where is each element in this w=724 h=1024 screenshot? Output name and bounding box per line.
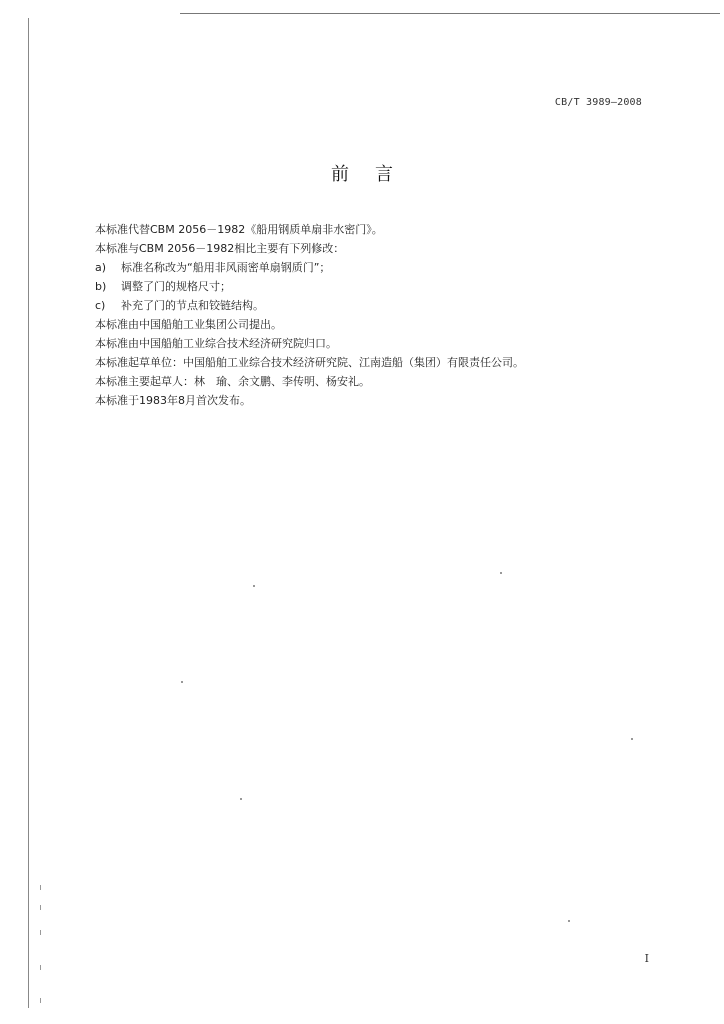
scan-speck <box>568 920 570 922</box>
managed-by: 本标准由中国船舶工业综合技术经济研究院归口。 <box>95 337 337 350</box>
foreword-body <box>95 220 655 410</box>
standard-code: CB/T 3989—2008 <box>554 97 642 108</box>
change-marker: c) <box>95 299 106 312</box>
scan-speck <box>240 798 242 800</box>
drafters: 本标准主要起草人：林 瑜、余文鹏、李传明、杨安礼。 <box>95 375 370 388</box>
scan-speck <box>253 585 255 587</box>
first-issued: 本标准于1983年8月首次发布。 <box>95 394 251 407</box>
changes-intro: 本标准与CBM 2056－1982相比主要有下列修改： <box>95 242 345 255</box>
scan-mark <box>40 930 41 935</box>
change-marker: b) <box>95 280 107 293</box>
scan-mark <box>40 905 41 910</box>
change-item <box>95 277 655 296</box>
scan-mark <box>40 998 41 1003</box>
change-text: 标准名称改为“船用非风雨密单扇钢质门”； <box>121 261 331 274</box>
replaces-statement: 本标准代替CBM 2056－1982《船用钢质单扇非水密门》。 <box>95 223 383 236</box>
page-number: I <box>644 952 649 965</box>
proposed-by: 本标准由中国船舶工业集团公司提出。 <box>95 318 282 331</box>
scan-speck <box>631 738 633 740</box>
scan-mark <box>40 965 41 970</box>
scan-edge-top <box>180 13 720 14</box>
change-item <box>95 296 655 315</box>
drafting-units: 本标准起草单位：中国船舶工业综合技术经济研究院、江南造船（集团）有限责任公司。 <box>95 356 524 369</box>
change-text: 调整了门的规格尺寸； <box>121 280 231 293</box>
change-item <box>95 258 655 277</box>
scan-speck <box>181 681 183 683</box>
page-title: 前言 <box>331 164 419 185</box>
scan-mark <box>40 885 41 890</box>
change-marker: a) <box>95 261 107 274</box>
scan-speck <box>500 572 502 574</box>
change-text: 补充了门的节点和铰链结构。 <box>121 299 264 312</box>
